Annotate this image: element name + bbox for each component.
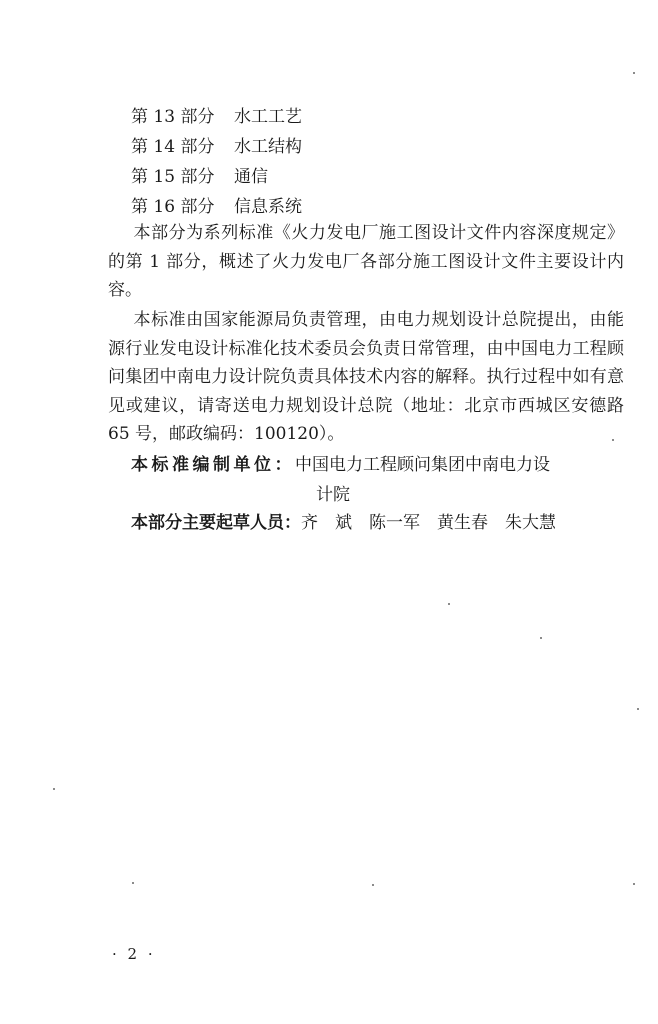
compiling-unit-label: 本标准编制单位：	[131, 455, 295, 475]
scan-speck	[540, 637, 542, 639]
part-16-title: 信息系统	[234, 197, 302, 217]
intro-paragraph	[108, 219, 624, 305]
part-15-line	[131, 167, 268, 187]
part-15-label: 第 15 部分	[131, 167, 215, 187]
compiling-unit-line	[131, 455, 550, 475]
management-paragraph	[108, 306, 624, 449]
drafters-line	[131, 513, 556, 533]
part-13-title: 水工工艺	[234, 107, 302, 127]
scan-speck	[53, 788, 55, 790]
compiling-unit-value-continued: 计院	[316, 485, 350, 505]
drafters-label: 本部分主要起草人员：	[131, 513, 301, 533]
scan-speck	[637, 708, 639, 710]
scan-speck	[612, 439, 614, 441]
part-13-line	[131, 107, 302, 127]
part-16-line	[131, 197, 302, 217]
part-13-label: 第 13 部分	[131, 107, 215, 127]
scan-speck	[448, 603, 450, 605]
part-15-title: 通信	[234, 167, 268, 187]
drafters-names: 齐 斌 陈一军 黄生春 朱大慧	[301, 513, 556, 533]
part-14-line	[131, 137, 302, 157]
part-14-title: 水工结构	[234, 137, 302, 157]
scan-speck	[633, 72, 635, 74]
scan-speck	[633, 883, 635, 885]
compiling-unit-value: 中国电力工程顾问集团中南电力设	[295, 455, 550, 475]
scan-speck	[372, 884, 374, 886]
intro-paragraph-text: 本部分为系列标准《火力发电厂施工图设计文件内容深度规定》的第 1 部分，概述了火力发电厂各部分施工图设计文件主要设计内容。	[108, 223, 624, 300]
part-16-label: 第 16 部分	[131, 197, 215, 217]
part-14-label: 第 14 部分	[131, 137, 215, 157]
page-number: · 2 ·	[112, 945, 156, 963]
scan-speck	[132, 882, 134, 884]
management-paragraph-text: 本标准由国家能源局负责管理，由电力规划设计总院提出，由能源行业发电设计标准化技术委员会负责日常管理，由中国电力工程顾问集团中南电力设计院负责具体技术内容的解释。执行过程中如有意见或建议，请寄送电力规划设计总院（地址：北京市西城区安德路 65 号，邮政编码：100120）。	[108, 310, 624, 444]
